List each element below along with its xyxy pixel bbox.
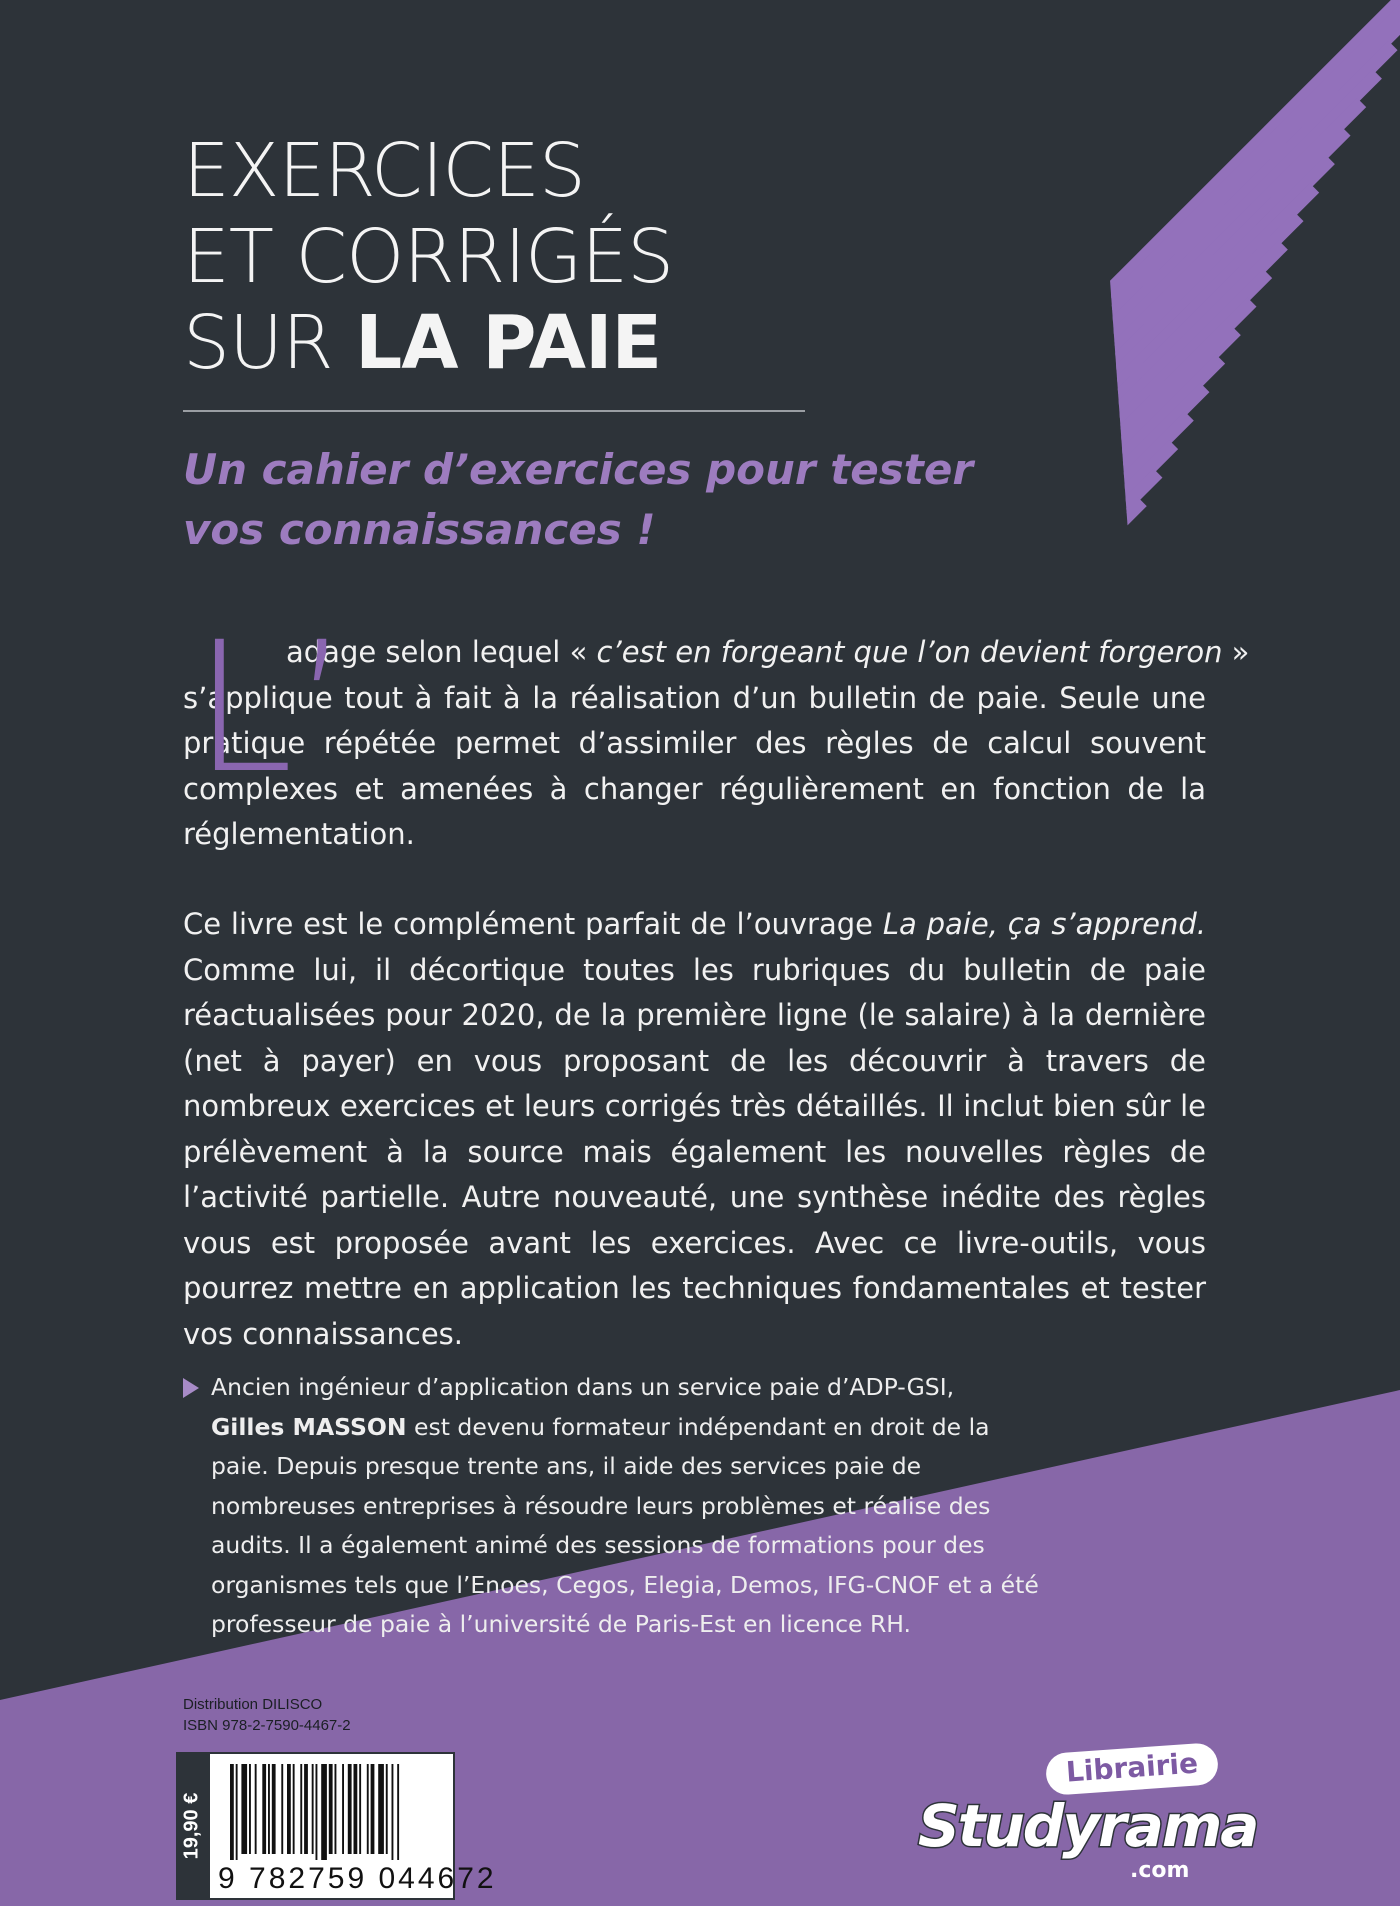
drop-cap: L’ xyxy=(193,604,351,813)
subtitle-line-1: Un cahier d’exercices pour tester xyxy=(183,445,974,494)
barcode-bar xyxy=(348,1764,352,1854)
barcode-bar xyxy=(262,1764,266,1854)
barcode-bar xyxy=(354,1764,358,1854)
barcode-bar xyxy=(281,1764,283,1854)
barcode-bar xyxy=(249,1764,251,1854)
barcode-bar xyxy=(316,1764,318,1860)
distribution-label: Distribution DILISCO xyxy=(183,1696,323,1713)
logo-librairie-badge: Librairie xyxy=(1045,1742,1220,1796)
barcode-bars xyxy=(230,1764,440,1860)
isbn-barcode xyxy=(208,1752,497,1900)
barcode-bar xyxy=(367,1764,369,1854)
isbn-label: ISBN 978-2-7590-4467-2 xyxy=(183,1717,351,1734)
barcode-bar xyxy=(255,1764,257,1854)
title-bold-la-paie: LA PAIE xyxy=(355,300,662,386)
title-line-1: EXERCICES xyxy=(183,128,585,214)
intro-rest: s’applique tout à fait à la réalisation d’un bulletin de paie. Seule une pratique répétée permet d’assimiler des règles de calcul souvent complexes et amenées à changer régulièrement en fonction de la réglementation. xyxy=(183,680,1206,851)
title-line-3 xyxy=(183,300,673,386)
title-line-2: ET CORRIGÉS xyxy=(183,214,674,300)
barcode-bar xyxy=(287,1764,291,1854)
book-reference-title: La paie, ça s’apprend. xyxy=(882,907,1207,941)
intro-first-line: adage selon lequel « c’est en forgeant que l’on devient forgeron » xyxy=(286,635,1250,669)
barcode-bar xyxy=(329,1764,333,1854)
barcode-bar xyxy=(335,1764,337,1854)
title-word-sur: SUR xyxy=(183,300,333,386)
book-title xyxy=(183,128,673,386)
barcode-bar xyxy=(272,1764,276,1854)
subtitle-line-2: vos connaissances ! xyxy=(183,505,656,554)
title-divider xyxy=(183,410,805,412)
description-paragraph: Ce livre est le complément parfait de l’ouvrage La paie, ça s’apprend. Comme lui, il décortique toutes les rubriques du bulletin de paie réactualisées pour 2020, de la première ligne (le salaire) à la dernière (net à payer) en vous proposant de les découvrir à travers de nombreux exercices et leurs corrigés très détaillés. Il inclut bien sûr le prélèvement à la source mais également les nouvelles règles de l’activité partielle. Autre nouveauté, une synthèse inédite des règles vous est proposée avant les exercices. Avec ce livre-outils, vous pourrez mettre en application les techniques fondamentales et tester vos connaissances. xyxy=(183,907,1207,1351)
barcode-bar xyxy=(230,1764,234,1860)
barcode-bar xyxy=(300,1764,302,1854)
barcode-bar xyxy=(397,1764,399,1860)
author-name: Gilles MASSON xyxy=(211,1412,407,1441)
barcode-bar xyxy=(304,1764,308,1854)
barcode-bar xyxy=(359,1764,361,1854)
barcode-bar xyxy=(321,1764,327,1860)
barcode-bar xyxy=(312,1764,314,1854)
barcode-bar xyxy=(241,1764,247,1854)
intro-paragraph xyxy=(183,604,1250,858)
author-bio xyxy=(183,1368,1043,1645)
barcode-bar xyxy=(378,1764,384,1854)
barcode-bar xyxy=(342,1764,344,1854)
subtitle xyxy=(183,440,1103,560)
bio-rest: est devenu formateur indépendant en droit de la paie. Depuis presque trente ans, il aide des services paie de nombreuses entreprises à résoudre leurs problèmes et réalise des audits. Il a également animé des sessions de formations pour des organismes tels que l’Enoes, Cegos, Elegia, Demos, IFG-CNOF et a été professeur de paie à l’université de Paris-Est en licence RH. xyxy=(211,1412,1039,1638)
triangle-bullet-icon xyxy=(183,1378,199,1398)
barcode-bar xyxy=(371,1764,375,1854)
price-label: 19,90 € xyxy=(180,1792,203,1860)
barcode-bar xyxy=(293,1764,295,1854)
logo-studyrama-word: Studyrama xyxy=(918,1792,1258,1860)
bio-line-1: Ancien ingénieur d’application dans un service paie d’ADP-GSI, xyxy=(211,1373,955,1401)
diagonal-stripes-decoration xyxy=(974,0,1400,669)
barcode-bar xyxy=(236,1764,238,1860)
studyrama-logo xyxy=(918,1746,1258,1888)
barcode-bar xyxy=(268,1764,270,1854)
barcode-bar xyxy=(392,1764,394,1860)
barcode-bar xyxy=(386,1764,388,1854)
barcode-number: 9 782759 044672 xyxy=(218,1862,497,1895)
distribution-info xyxy=(183,1694,351,1736)
proverb-quote: c’est en forgeant que l’on devient forgeron xyxy=(596,635,1223,669)
logo-dotcom: .com xyxy=(1130,1858,1190,1883)
